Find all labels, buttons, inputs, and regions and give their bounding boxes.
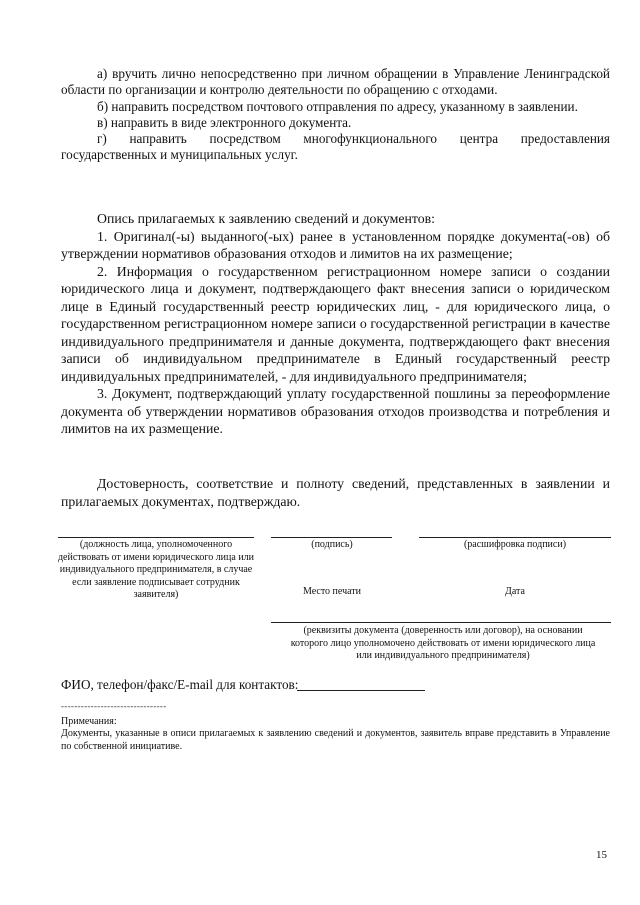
delivery-option-b: б) направить посредством почтового отправления по адресу, указанному в заявлении.	[97, 98, 578, 114]
decode-caption: (расшифровка подписи)	[463, 539, 567, 550]
seal-label: Место печати	[302, 586, 362, 597]
delivery-option-c: в) направить в виде электронного документа.	[97, 114, 352, 130]
inventory-section	[61, 210, 610, 438]
date-label: Дата	[505, 586, 525, 597]
contacts-label: ФИО, телефон/факс/E-mail для контактов:	[61, 677, 299, 692]
position-line	[58, 537, 254, 538]
decode-line	[419, 537, 611, 538]
inventory-title: Опись прилагаемых к заявлению сведений и документов:	[97, 211, 436, 226]
contacts-row	[61, 677, 298, 693]
requisites-line	[271, 622, 611, 623]
page-number: 15	[596, 849, 607, 861]
contacts-field-line[interactable]	[297, 690, 425, 691]
certification	[61, 475, 610, 510]
certification-text: Достоверность, соответствие и полноту сведений, представленных в заявлении и прилагаемых документах, подтверждаю.	[61, 476, 610, 509]
position-caption: (должность лица, уполномоченного действовать от имени юридического лица или индивидуального предпринимателя, в случае если заявление подписывает сотрудник заявителя)	[57, 539, 255, 600]
delivery-option-d: г) направить посредством многофункционального центра предоставления государственных и муниципальных услуг.	[61, 131, 610, 163]
inventory-item-3: 3. Документ, подтверждающий уплату государственной пошлины за переоформление документа об утверждении нормативов образования отходов производства и потребления и лимитов на их размещение.	[61, 386, 610, 436]
delivery-options	[61, 66, 610, 164]
delivery-option-a: а) вручить лично непосредственно при личном обращении в Управление Ленинградской области по организации и контролю деятельности по обращению с отходами.	[61, 66, 610, 98]
notes-section	[61, 716, 610, 753]
notes-title: Примечания:	[61, 716, 117, 727]
notes-divider: --------------------------------	[61, 701, 167, 711]
requisites-caption: (реквизиты документа (доверенность или договор), на основании которого лицо уполномочено действовать от имени юридического лица или индивидуального предпринимателя)	[290, 625, 596, 661]
inventory-item-1: 1. Оригинал(-ы) выданного(-ых) ранее в установленном порядке документа(-ов) об утверждении нормативов образования отходов и лимитов на их размещение;	[61, 228, 610, 261]
notes-text: Документы, указанные в описи прилагаемых к заявлению сведений и документов, заявитель вправе представить в Управление по собственной инициативе.	[61, 728, 610, 752]
signature-line	[271, 537, 392, 538]
inventory-item-2: 2. Информация о государственном регистрационном номере записи о создании юридического лица и документ, подтверждающего факт внесения записи о юридическом лице в Единый государственный реестр юридических лиц, - для юридического лица, о государственном регистрационном номере записи о государственной регистрации в качестве индивидуального предпринимателя и данные документа, подтверждающего факт внесения записи об индивидуальном предпринимателе в Единый государственный реестр индивидуальных предпринимателей, - для индивидуального предпринимателя;	[61, 263, 610, 384]
signature-caption: (подпись)	[311, 539, 353, 550]
